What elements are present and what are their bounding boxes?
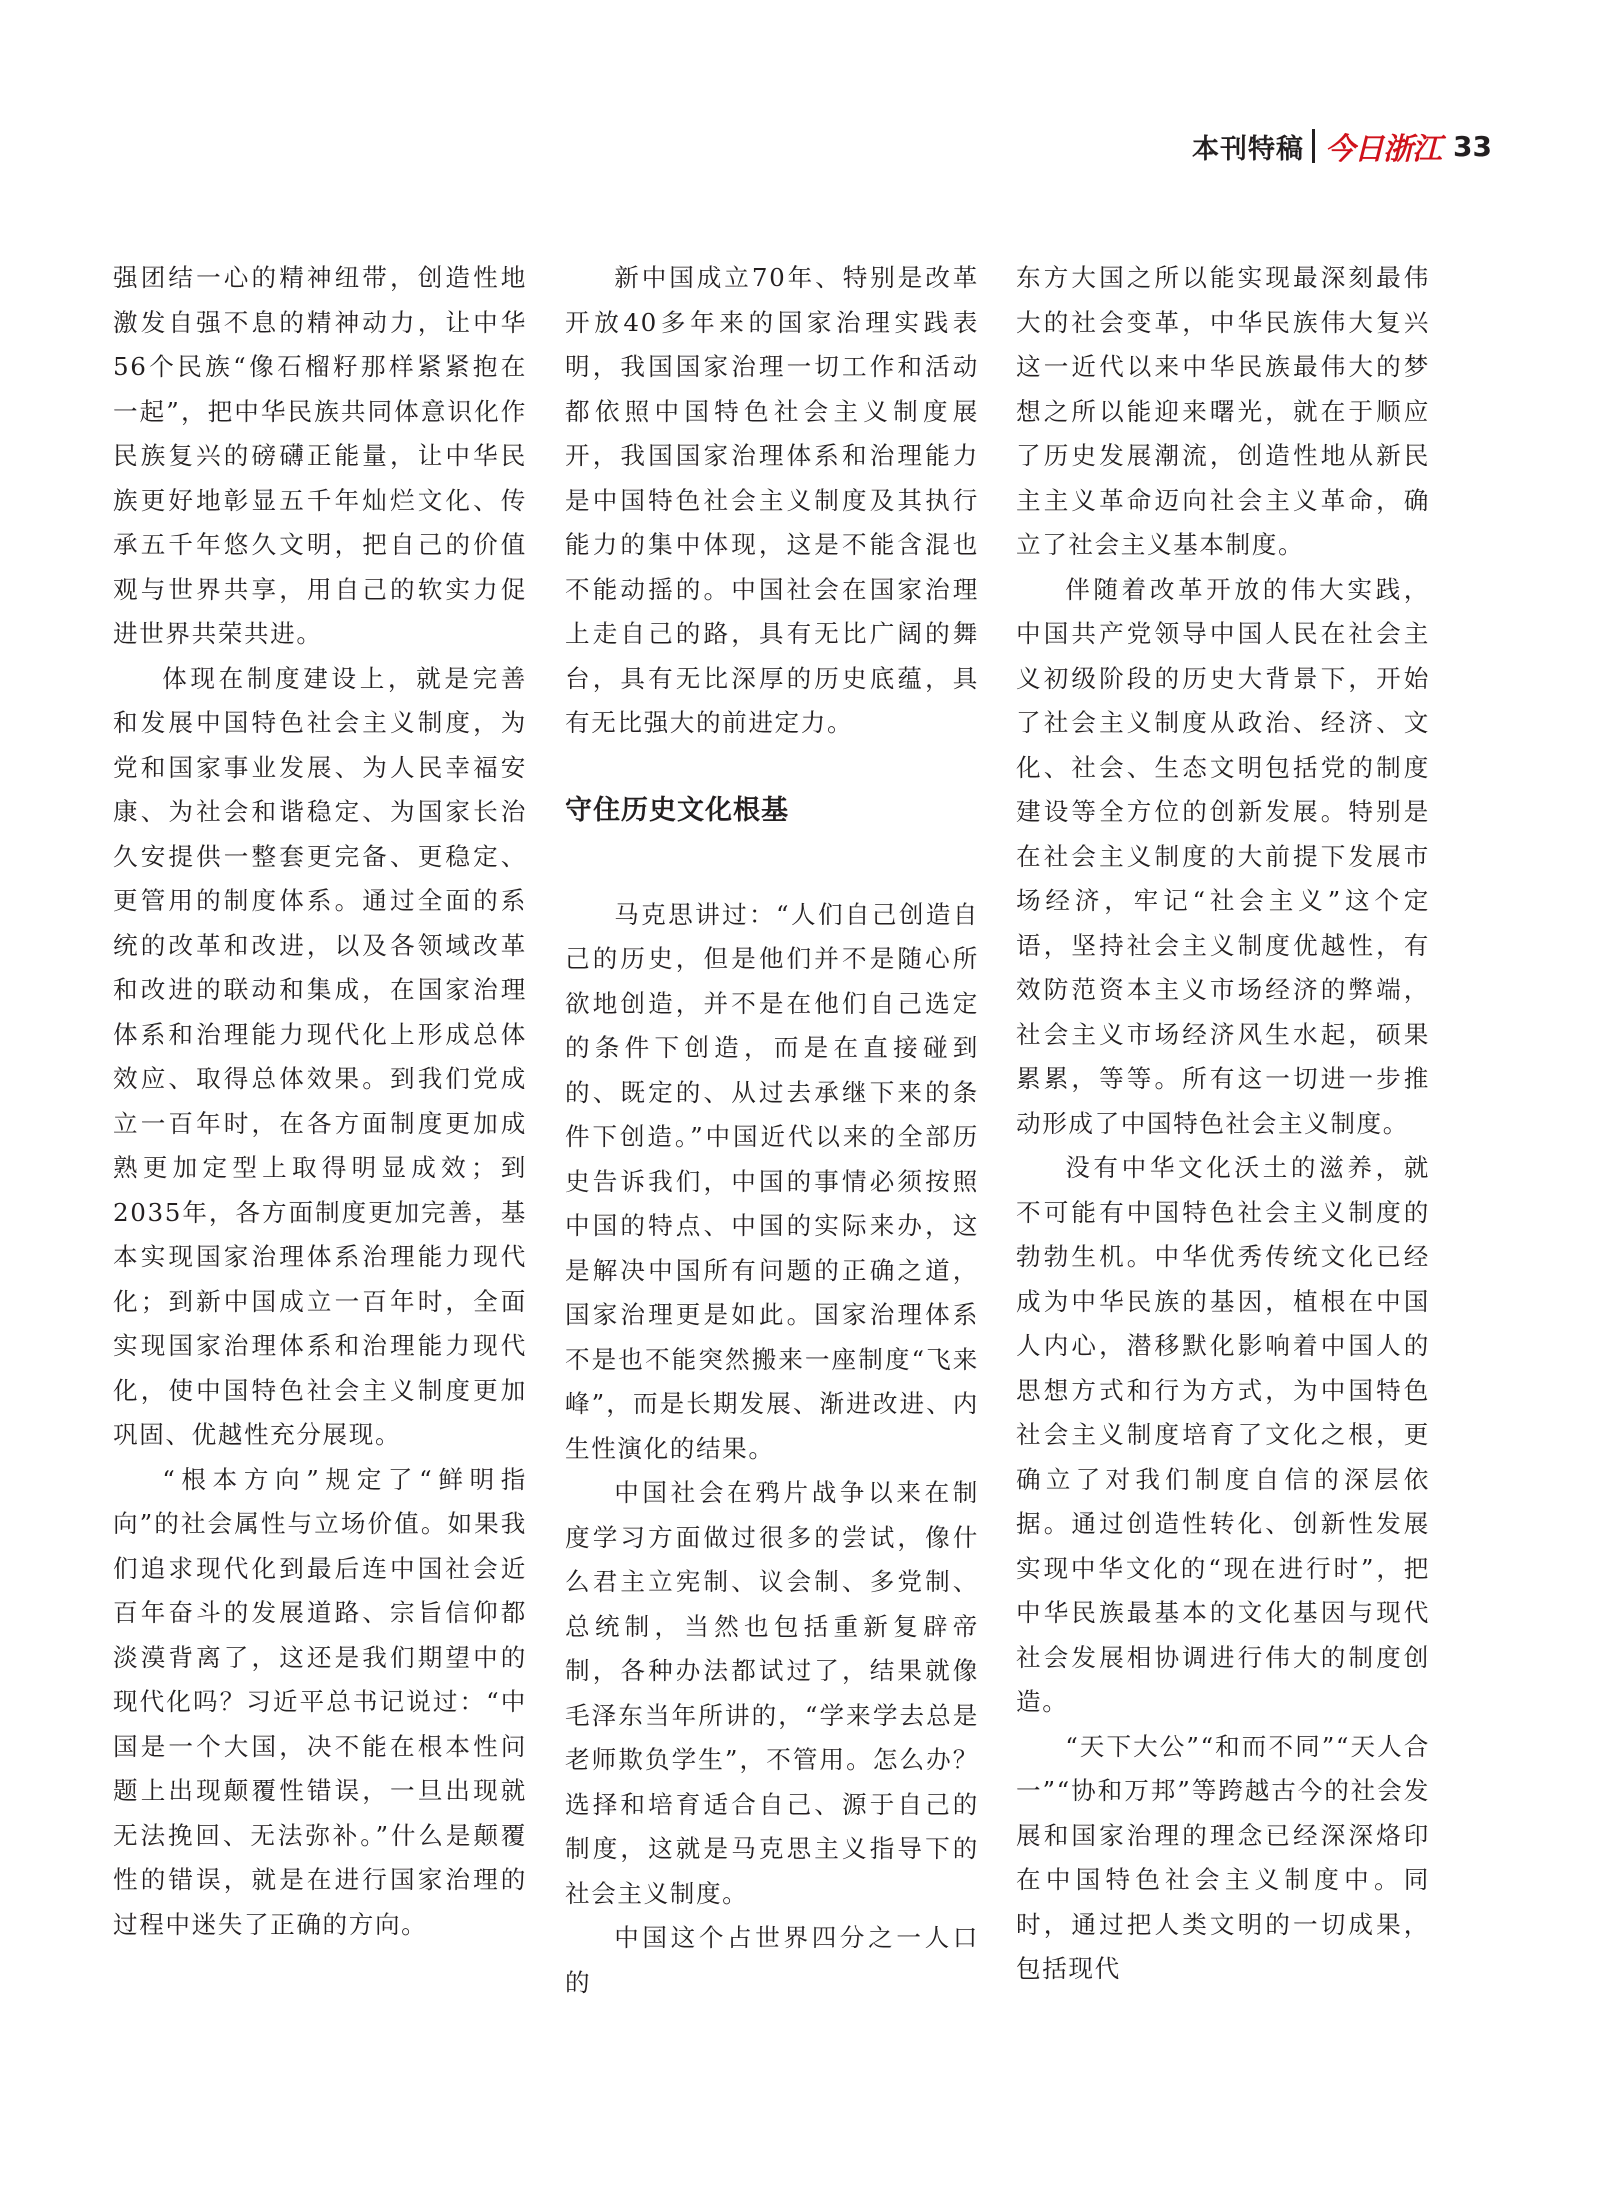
paragraph: 伴随着改革开放的伟大实践，中国共产党领导中国人民在社会主义初级阶段的历史大背景下，开始了社会主义制度从政治、经济、文化、社会、生态文明包括党的制度建设等全方位的创新发展。特别是在社会主义制度的大前提下发展市场经济，牢记“社会主义”这个定语，坚持社会主义制度优越性，有效防范资本主义市场经济的弊端，社会主义市场经济风生水起，硕果累累，等等。所有这一切进一步推动形成了中国特色社会主义制度。 [1016,574,1430,1138]
paragraph: “根本方向”规定了“鲜明指向”的社会属性与立场价值。如果我们追求现代化到最后连中国社会近百年奋斗的发展道路、宗旨信仰都淡漠背离了，这还是我们期望中的现代化吗？习近平总书记说过：“中国是一个大国，决不能在根本性问题上出现颠覆性错误，一旦出现就无法挽回、无法弥补。”什么是颠覆性的错误，就是在进行国家治理的过程中迷失了正确的方向。 [113,1464,527,1939]
section-heading: 守住历史文化根基 [565,794,789,826]
page-header [1192,118,1492,174]
column-2 [565,256,979,2005]
paragraph: 中国这个占世界四分之一人口的 [565,1923,979,1997]
header-divider [1312,129,1315,163]
paragraph: 强团结一心的精神纽带，创造性地激发自强不息的精神动力，让中华56个民族“像石榴籽那样紧紧抱在一起”，把中华民族共同体意识化作民族复兴的磅礴正能量，让中华民族更好地彰显五千年灿烂文化、传承五千年悠久文明，把自己的价值观与世界共享，用自己的软实力促进世界共荣共进。 [113,263,527,648]
paragraph: 东方大国之所以能实现最深刻最伟大的社会变革，中华民族伟大复兴这一近代以来中华民族最伟大的梦想之所以能迎来曙光，就在于顺应了历史发展潮流，创造性地从新民主主义革命迈向社会主义革命，确立了社会主义基本制度。 [1016,263,1430,559]
paragraph: 新中国成立70年、特别是改革开放40多年来的国家治理实践表明，我国国家治理一切工作和活动都依照中国特色社会主义制度展开，我国国家治理体系和治理能力是中国特色社会主义制度及其执行能力的集中体现，这是不能含混也不能动摇的。中国社会在国家治理上走自己的路，具有无比广阔的舞台，具有无比深厚的历史底蕴，具有无比强大的前进定力。 [565,263,979,737]
page-number: 33 [1453,129,1492,163]
paragraph: “天下大公”“和而不同”“天人合一”“协和万邦”等跨越古今的社会发展和国家治理的理念已经深深烙印在中国特色社会主义制度中。同时，通过把人类文明的一切成果，包括现代 [1016,1731,1430,1983]
column-1 [113,256,527,1947]
section-label: 本刊特稿 [1192,133,1305,165]
paragraph: 体现在制度建设上，就是完善和发展中国特色社会主义制度，为党和国家事业发展、为人民幸福安康、为社会和谐稳定、为国家长治久安提供一整套更完备、更稳定、更管用的制度体系。通过全面的系统的改革和改进，以及各领域改革和改进的联动和集成，在国家治理体系和治理能力现代化上形成总体效应、取得总体效果。到我们党成立一百年时，在各方面制度更加成熟更加定型上取得明显成效；到2035年，各方面制度更加完善，基本实现国家治理体系治理能力现代化；到新中国成立一百年时，全面实现国家治理体系和治理能力现代化，使中国特色社会主义制度更加巩固、优越性充分展现。 [113,663,527,1449]
paragraph: 马克思讲过：“人们自己创造自己的历史，但是他们并不是随心所欲地创造，并不是在他们自己选定的条件下创造，而是在直接碰到的、既定的、从过去承继下来的条件下创造。”中国近代以来的全部历史告诉我们，中国的事情必须按照中国的特点、中国的实际来办，这是解决中国所有问题的正确之道，国家治理更是如此。国家治理体系不是也不能突然搬来一座制度“飞来峰”，而是长期发展、渐进改进、内生性演化的结果。 [565,899,979,1463]
magazine-logo: 今日浙江 [1325,132,1442,167]
paragraph: 没有中华文化沃土的滋养，就不可能有中国特色社会主义制度的勃勃生机。中华优秀传统文化已经成为中华民族的基因，植根在中国人内心，潜移默化影响着中国人的思想方式和行为方式，为中国特色社会主义制度培育了文化之根，更确立了对我们制度自信的深层依据。通过创造性转化、创新性发展实现中华文化的“现在进行时”，把中华民族最基本的文化基因与现代社会发展相协调进行伟大的制度创造。 [1016,1153,1430,1716]
column-3 [1016,256,1430,1992]
paragraph: 中国社会在鸦片战争以来在制度学习方面做过很多的尝试，像什么君主立宪制、议会制、多党制、总统制，当然也包括重新复辟帝制，各种办法都试过了，结果就像毛泽东当年所讲的，“学来学去总是老师欺负学生”，不管用。怎么办？选择和培育适合自己、源于自己的制度，这就是马克思主义指导下的社会主义制度。 [565,1478,979,1908]
